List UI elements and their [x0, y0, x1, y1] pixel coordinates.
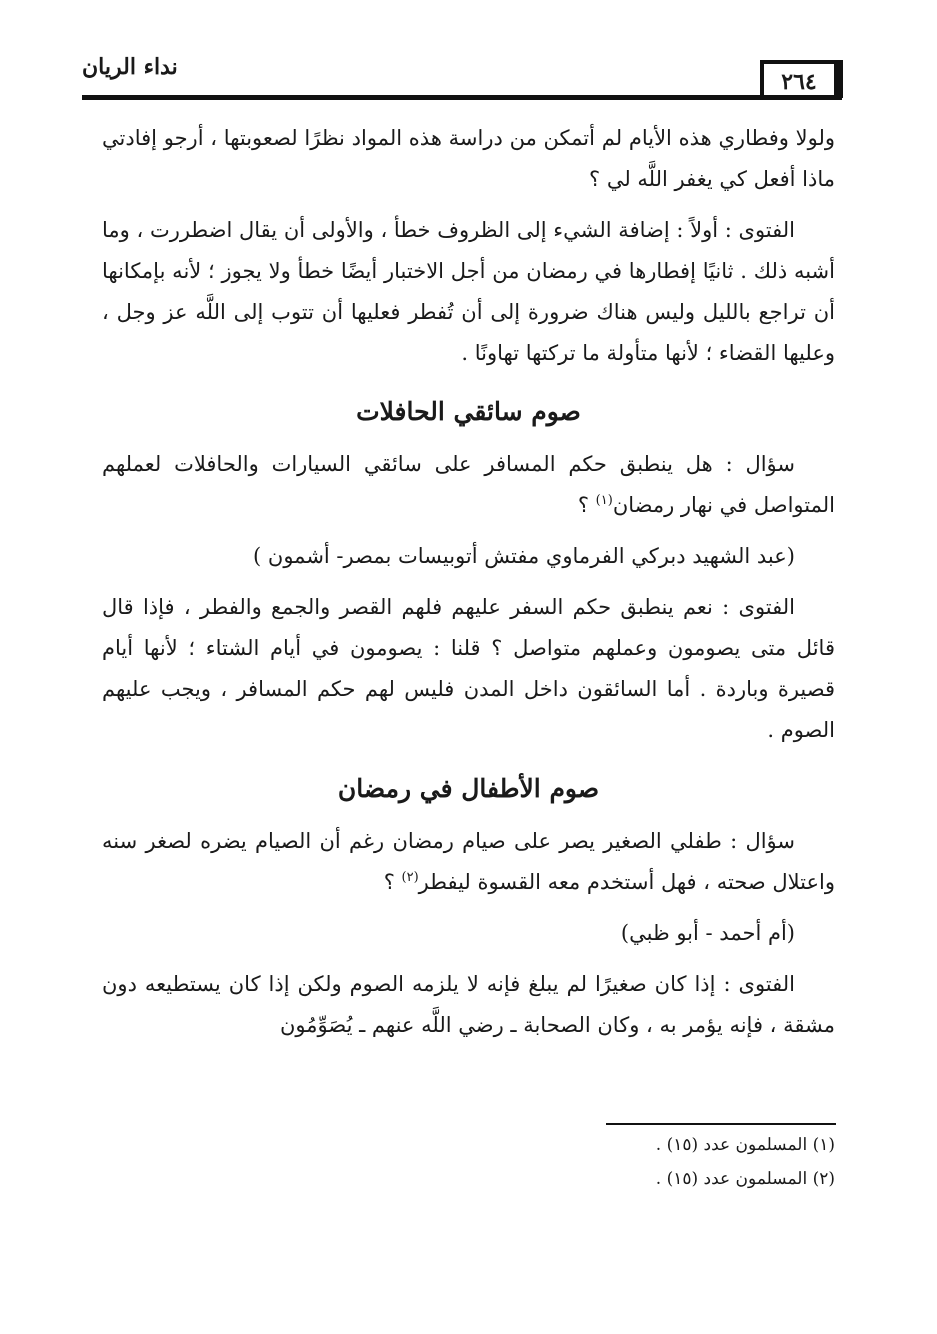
footnote-ref: (١): [595, 493, 613, 508]
fatwa-paragraph-children-fasting: الفتوى : إذا كان صغيرًا لم يبلغ فإنه لا يلزمه الصوم ولكن إذا كان يستطيعه دون مشقة ، فإنه يؤمر به ، وكان الصحابة ـ رضي اللَّه عنهم ـ يُصَوِّمُون: [102, 972, 835, 1037]
footnote-ref: (٢): [401, 870, 419, 885]
footnote-2: (٢) المسلمون عدد (١٥) .: [655, 1169, 835, 1189]
question-paragraph-children-fasting: [102, 821, 835, 903]
question-source: (أم أحمد - أبو ظبي): [620, 921, 795, 945]
intro-question-paragraph: ولولا وفطاري هذه الأيام لم أتمكن من دراسة هذه المواد نظرًا لصعوبتها ، أرجو إفادتي ماذا أفعل كي يغفر اللَّه لي ؟: [102, 126, 835, 191]
footnote-rule: [606, 1123, 836, 1125]
question-text: سؤال : طفلي الصغير يصر على صيام رمضان رغم أن الصيام يضره لصغر سنه واعتلال صحته ، فهل أستخدم معه القسوة ليفطر: [102, 829, 835, 894]
header-rule: [82, 95, 842, 100]
footnote-1: (١) المسلمون عدد (١٥) .: [655, 1135, 835, 1155]
section-title-bus-drivers: صوم سائقي الحافلات: [356, 397, 581, 426]
running-header-title: نداء الريان: [82, 54, 178, 80]
question-mark: ؟: [577, 493, 596, 517]
fatwa-paragraph-bus-drivers: الفتوى : نعم ينطبق حكم السفر عليهم فلهم القصر والجمع والفطر ، فإذا قال قائل متى يصومون وعملهم متواصل ؟ قلنا : يصومون في أيام الشتاء ؛ لأنها أيام قصيرة وباردة . أما السائقون داخل المدن فليس لهم حكم المسافر ، ويجب عليهم الصوم .: [102, 595, 835, 742]
page-number: ٢٦٤: [760, 60, 838, 98]
section-title-children-fasting: صوم الأطفال في رمضان: [337, 774, 600, 803]
question-text: سؤال : هل ينطبق حكم المسافر على سائقي السيارات والحافلات لعملهم المتواصل في نهار رمضان: [102, 452, 835, 517]
page-body: [102, 118, 835, 1046]
question-mark: ؟: [383, 870, 402, 894]
footnotes: [102, 1128, 835, 1196]
intro-fatwa-paragraph: الفتوى : أولاً : إضافة الشيء إلى الظروف خطأ ، والأولى أن يقال اضطررت ، وما أشبه ذلك . ثانيًا إفطارها في رمضان من أجل الاختبار أيضًا خطأ ولا يجوز ؛ لأنه بإمكانها أن تراجع بالليل وليس هناك ضرورة إلى أن تُفطر فعليها أن تتوب إلى اللَّه عز وجل ، وعليها القضاء ؛ لأنها متأولة ما تركتها تهاونًا .: [102, 218, 835, 365]
question-source: (عبد الشهيد دبركي الفرماوي مفتش أتوبيسات بمصر- أشمون ): [253, 544, 795, 568]
question-paragraph-bus-drivers: [102, 444, 835, 526]
